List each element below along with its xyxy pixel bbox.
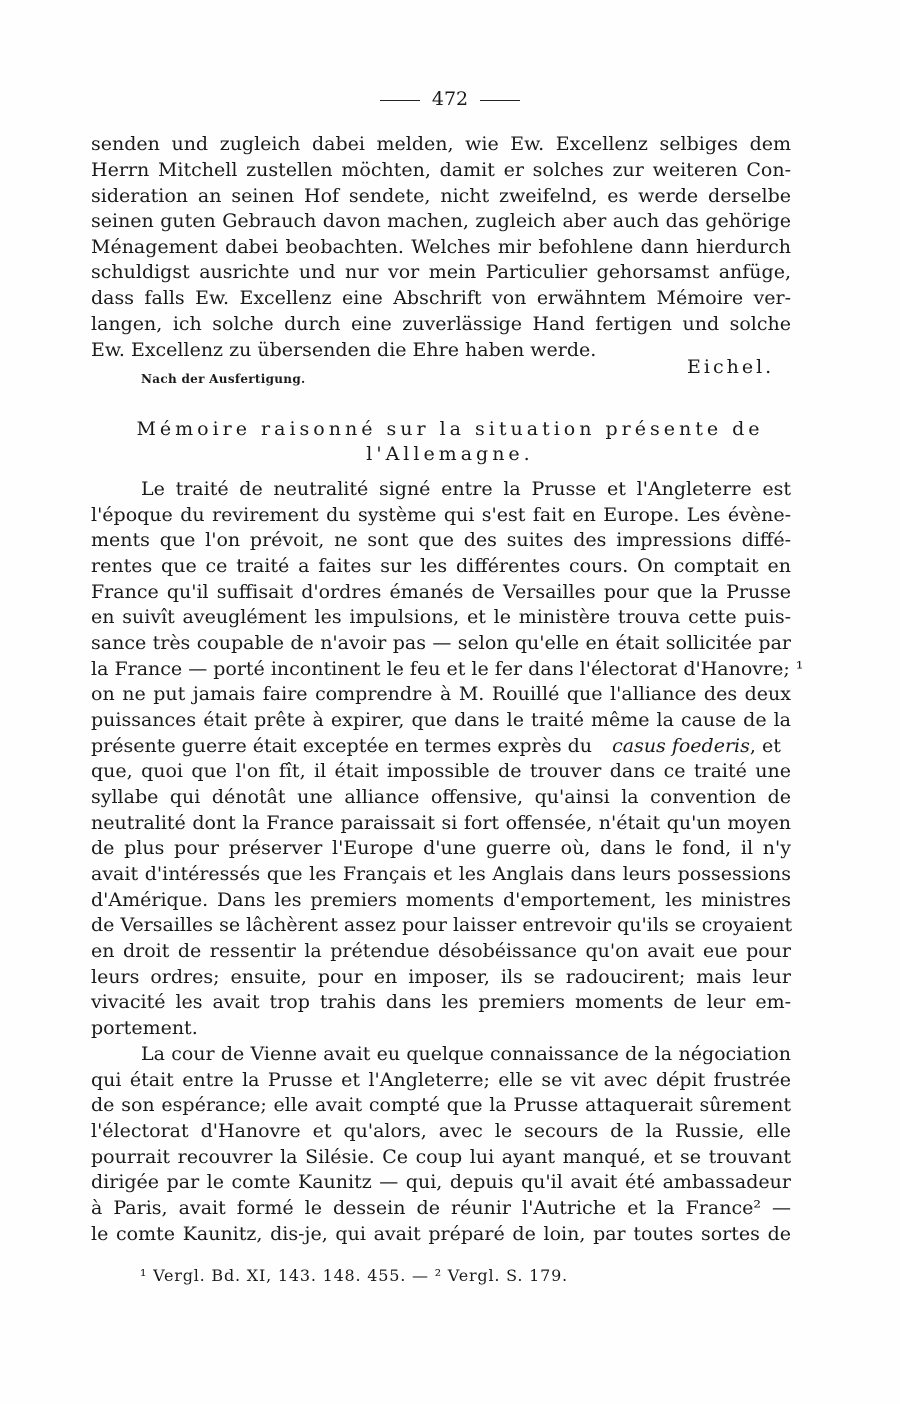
memoire-line: vivacité les avait trop trahis dans les premiers moments de leur em- bbox=[91, 991, 791, 1013]
footnotes: ¹ Vergl. Bd. XI, 143. 148. 455. — ² Vergl. S. 179. bbox=[140, 1266, 568, 1285]
memoire-line: sance très coupable de n'avoir pas — selon qu'elle en était sollicitée par bbox=[91, 632, 791, 654]
memoire-title-continued: l'Allemagne. bbox=[366, 443, 534, 465]
memoire-line: de Versailles se lâchèrent assez pour laisser entrevoir qu'ils se croyaient bbox=[91, 914, 793, 936]
memoire-line: de son espérance; elle avait compté que la Prusse attaquerait sûrement bbox=[91, 1094, 791, 1116]
letter-line: Ménagement dabei beobachten. Welches mir befohlene dann hierdurch bbox=[91, 236, 791, 258]
memoire-line: La cour de Vienne avait eu quelque connaissance de la négociation bbox=[141, 1043, 791, 1065]
memoire-line: le comte Kaunitz, dis-je, qui avait préparé de loin, par toutes sortes de bbox=[91, 1223, 791, 1245]
memoire-line: d'Amérique. Dans les premiers moments d'emportement, les ministres bbox=[91, 889, 791, 911]
memoire-line: ments que l'on prévoit, ne sont que des suites des impressions diffé- bbox=[91, 529, 791, 551]
memoire-line: que, quoi que l'on fît, il était impossible de trouver dans ce traité une bbox=[91, 760, 791, 782]
memoire-line: en suivît aveuglément les impulsions, et le ministère trouva cette puis- bbox=[91, 606, 791, 628]
letter-line: senden und zugleich dabei melden, wie Ew. Excellenz selbiges dem bbox=[91, 133, 791, 155]
memoire-line: leurs ordres; ensuite, pour en imposer, ils se radoucirent; mais leur bbox=[91, 966, 791, 988]
memoire-line: rentes que ce traité a faites sur les différentes cours. On comptait en bbox=[91, 555, 791, 577]
letter-line: Herrn Mitchell zustellen möchten, damit er solches zur weiteren Con- bbox=[91, 159, 791, 181]
page-number bbox=[0, 88, 900, 110]
memoire-line: syllabe qui dénotât une alliance offensive, qu'ainsi la convention de bbox=[91, 786, 791, 808]
memoire-line: pourrait recouvrer la Silésie. Ce coup lui ayant manqué, et se trouvant bbox=[91, 1146, 791, 1168]
memoire-line: on ne put jamais faire comprendre à M. Rouillé que l'alliance des deux bbox=[91, 683, 791, 705]
memoire-line: à Paris, avait formé le dessein de réunir l'Autriche et la France² — bbox=[91, 1197, 791, 1219]
source-note: Nach der Ausfertigung. bbox=[141, 372, 306, 386]
memoire-line: puissances était prête à expirer, que dans le traité même la cause de la bbox=[91, 709, 791, 731]
memoire-line: dirigée par le comte Kaunitz — qui, depuis qu'il avait été ambassadeur bbox=[91, 1171, 791, 1193]
memoire-line-casus bbox=[91, 733, 791, 759]
page-number-text: 472 bbox=[431, 88, 469, 110]
signature: Eichel. bbox=[687, 356, 775, 378]
memoire-title: Mémoire raisonné sur la situation présente de bbox=[136, 418, 764, 440]
memoire-line: de plus pour préserver l'Europe d'une guerre où, dans le fond, il n'y bbox=[91, 837, 791, 859]
memoire-line: portement. bbox=[91, 1017, 198, 1039]
memoire-line: Le traité de neutralité signé entre la Prusse et l'Angleterre est bbox=[141, 478, 791, 500]
memoire-line: neutralité dont la France paraissait si fort offensée, n'était qu'un moyen bbox=[91, 812, 791, 834]
memoire-line: l'électorat d'Hanovre et qu'alors, avec le secours de la Russie, elle bbox=[91, 1120, 791, 1142]
page-number-rule-right bbox=[480, 100, 520, 101]
memoire-line: l'époque du revirement du système qui s'est fait en Europe. Les évène- bbox=[91, 504, 791, 526]
letter-line: sideration an seinen Hof sendete, nicht zweifelnd, es werde derselbe bbox=[91, 185, 791, 207]
letter-line: langen, ich solche durch eine zuverlässige Hand fertigen und solche bbox=[91, 313, 791, 335]
letter-line: dass falls Ew. Excellenz eine Abschrift von erwähntem Mémoire ver- bbox=[91, 287, 791, 309]
memoire-line: qui était entre la Prusse et l'Angleterre; elle se vit avec dépit frustrée bbox=[91, 1069, 791, 1091]
casus-after: , et bbox=[749, 735, 781, 757]
memoire-line: en droit de ressentir la prétendue désobéissance qu'on avait eue pour bbox=[91, 940, 791, 962]
casus-foederis-italic: casus foederis bbox=[612, 735, 750, 757]
letter-line: Ew. Excellenz zu übersenden die Ehre haben werde. bbox=[91, 339, 597, 361]
memoire-line: avait d'intéressés que les Français et les Anglais dans leurs possessions bbox=[91, 863, 791, 885]
memoire-line: France qu'il suffisait d'ordres émanés de Versailles pour que la Prusse bbox=[91, 581, 791, 603]
letter-line: schuldigst ausrichte und nur vor mein Particulier gehorsamst anfüge, bbox=[91, 261, 791, 283]
memoire-line: la France — porté incontinent le feu et le fer dans l'électorat d'Hanovre; ¹ bbox=[91, 658, 804, 680]
page-number-rule-left bbox=[380, 100, 420, 101]
letter-line: seinen guten Gebrauch davon machen, zugleich aber auch das gehörige bbox=[91, 210, 791, 232]
memoire-line-text: présente guerre était exceptée en termes exprès du bbox=[91, 735, 593, 757]
